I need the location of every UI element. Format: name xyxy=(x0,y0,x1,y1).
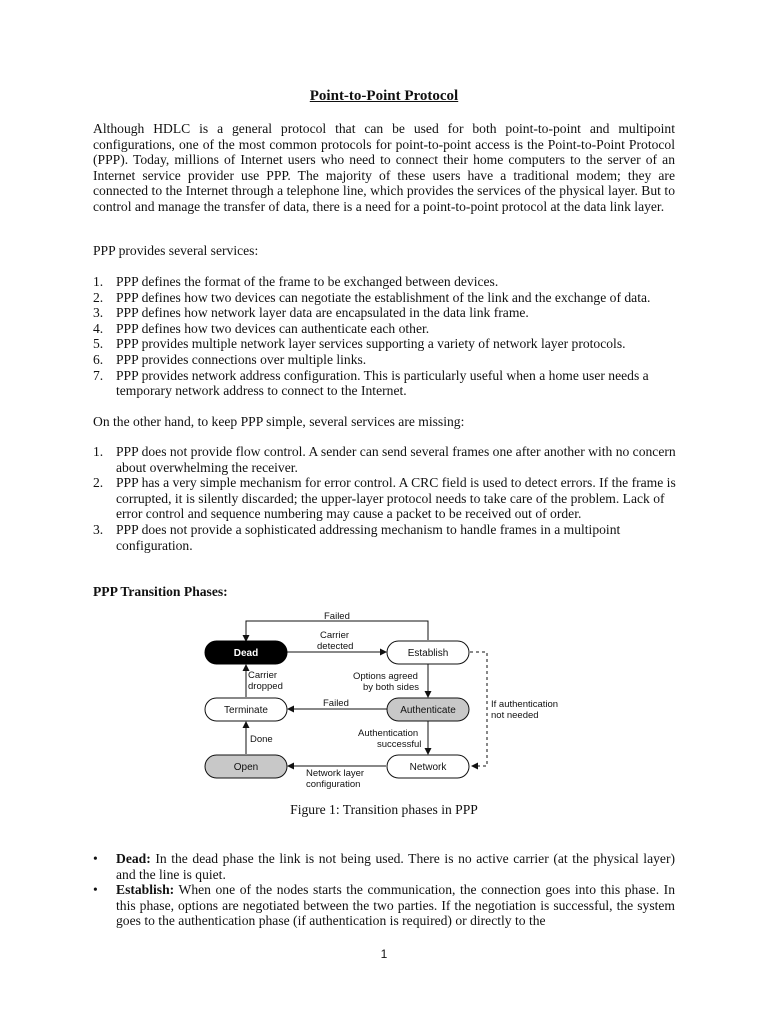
list-item: 5. PPP provides multiple network layer services supporting a variety of network layer protocols. xyxy=(93,336,626,352)
list-item: • Establish: When one of the nodes starts the communication, the connection goes into this phase. In this phase, options are negotiated between the two parties. If the negotiation is successful, the system goes to the authentication phase (if authentication is required) or directly to the xyxy=(93,882,675,929)
svg-text:Terminate: Terminate xyxy=(224,705,268,716)
section-heading: PPP Transition Phases: xyxy=(93,584,228,599)
label-failed-mid: Failed xyxy=(323,698,349,709)
list-item: 2. PPP has a very simple mechanism for error control. A CRC field is used to detect errors. If the frame is corrupted, it is silently discarded; the upper-layer protocol needs to take care of the problem. Lack of error control and sequence numbering may cause a packet to be received out of order. xyxy=(93,475,676,522)
label-options-2: by both sides xyxy=(363,682,419,693)
svg-text:Open: Open xyxy=(233,762,259,773)
node-dead xyxy=(205,641,287,664)
services-list xyxy=(93,274,683,399)
label-done: Done xyxy=(250,734,273,745)
arrow-establish-network-dashed xyxy=(470,652,487,766)
list-item: 3. PPP does not provide a sophisticated addressing mechanism to handle frames in a multipoint configuration. xyxy=(93,521,621,553)
missing-services-list xyxy=(93,444,683,553)
node-network xyxy=(387,755,469,778)
list-item: 7. PPP provides network address configuration. This is particularly useful when a home user needs a temporary network address to connect to the Internet. xyxy=(93,367,649,399)
label-if-auth-1: If authentication xyxy=(491,699,559,710)
bullet-term: Establish: xyxy=(116,882,175,898)
label-auth-success-2: successful xyxy=(377,739,422,750)
list-item: • Dead: In the dead phase the link is not being used. There is no active carrier (at the physical layer) and the line is quiet. xyxy=(93,851,675,882)
label-carrier-detected-2: detected xyxy=(317,641,354,652)
svg-text:Establish: Establish xyxy=(407,648,449,659)
list-item: 1. PPP does not provide flow control. A sender can send several frames one after another with no concern about overwhelming the receiver. xyxy=(93,444,676,475)
label-carrier-dropped-2: dropped xyxy=(248,681,283,692)
label-netlayer-1: Network layer xyxy=(306,768,365,779)
list-item: 2. PPP defines how two devices can negotiate the establishment of the link and the exchange of data. xyxy=(93,289,651,305)
label-failed-top: Failed xyxy=(324,611,350,622)
label-carrier-dropped-1: Carrier xyxy=(248,670,278,681)
label-options-1: Options agreed xyxy=(353,671,418,682)
phases-bullet-list xyxy=(93,851,675,929)
svg-text:Dead: Dead xyxy=(233,648,259,659)
list-item: 3. PPP defines how network layer data are encapsulated in the data link frame. xyxy=(93,305,529,321)
node-open xyxy=(205,755,287,778)
bullet-icon: • xyxy=(93,882,98,898)
list-item: 6. PPP provides connections over multiple links. xyxy=(93,351,367,367)
label-netlayer-2: configuration xyxy=(306,779,361,790)
label-auth-success-1: Authentication xyxy=(358,728,419,739)
bullet-icon: • xyxy=(93,851,98,866)
label-carrier-detected-1: Carrier xyxy=(320,630,350,641)
svg-text:Network: Network xyxy=(409,762,447,773)
node-authenticate xyxy=(387,698,469,721)
ppp-transition-diagram xyxy=(200,608,580,793)
label-if-auth-2: not needed xyxy=(491,710,539,721)
list-item: 1. PPP defines the format of the frame to be exchanged between devices. xyxy=(93,274,499,289)
node-establish xyxy=(387,641,469,664)
figure-caption: Figure 1: Transition phases in PPP xyxy=(290,802,478,817)
services-intro: PPP provides several services: xyxy=(93,243,259,258)
intro-paragraph: Although HDLC is a general protocol that can be used for both point-to-point and multipoint configurations, one of the most common protocols for point-to-point access is the Point-to-Point Protocol (PPP). Today, millions of Internet users who need to connect their home computers to the server of an Internet service provider use PPP. The majority of these users have a traditional modem; they are connected to the Internet through a telephone line, which provides the services of the physical layer. But to control and manage the transfer of data, there is a need for a point-to-point protocol at the data link layer. xyxy=(93,121,675,214)
page-title: Point-to-Point Protocol xyxy=(309,88,459,104)
bullet-term: Dead: xyxy=(116,851,151,866)
page-number: 1 xyxy=(380,947,388,961)
svg-text:Authenticate: Authenticate xyxy=(400,705,456,716)
list-item: 4. PPP defines how two devices can authenticate each other. xyxy=(93,320,430,336)
missing-intro: On the other hand, to keep PPP simple, several services are missing: xyxy=(93,414,465,429)
node-terminate xyxy=(205,698,287,721)
